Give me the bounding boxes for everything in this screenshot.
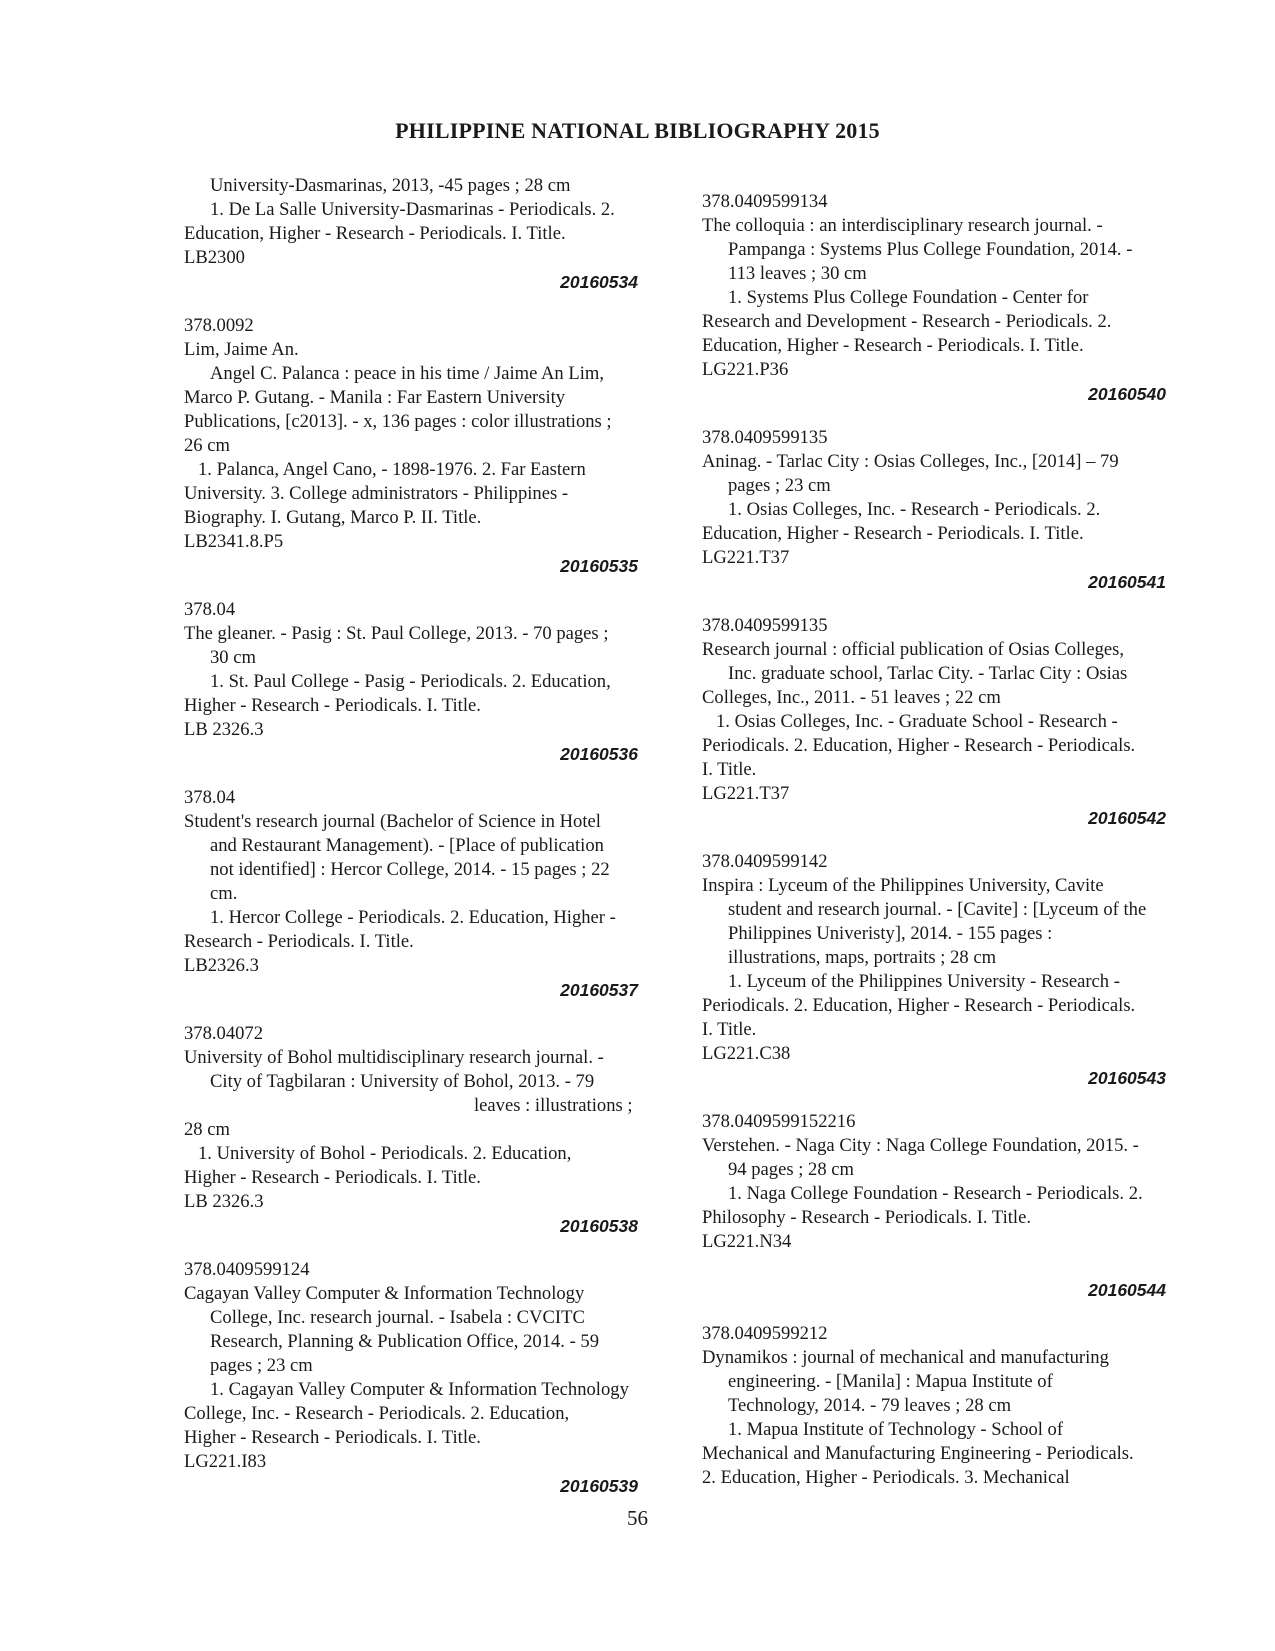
classification-number: 378.0409599135 (702, 615, 828, 636)
entry-subjects: I. Title. (702, 759, 757, 780)
entry-subjects: Philosophy - Research - Periodicals. I. Title. (702, 1207, 1031, 1228)
entry-text: College, Inc. research journal. - Isabela : CVCITC (210, 1307, 585, 1328)
record-number: 20160538 (560, 1216, 638, 1236)
entry-subjects: 1. De La Salle University-Dasmarinas - Periodicals. 2. (210, 199, 615, 220)
entry-subjects: 1. Osias Colleges, Inc. - Research - Periodicals. 2. (728, 499, 1101, 520)
record-number: 20160535 (560, 556, 638, 576)
entry-text: 113 leaves ; 30 cm (728, 263, 867, 284)
entry-text: City of Tagbilaran : University of Bohol, 2013. - 79 (210, 1071, 595, 1092)
entry-subjects: 1. Hercor College - Periodicals. 2. Education, Higher - (210, 907, 616, 928)
entry-text: Technology, 2014. - 79 leaves ; 28 cm (728, 1395, 1012, 1416)
bib-entry-20160534 (184, 174, 664, 294)
entry-subjects: 1. Osias Colleges, Inc. - Graduate School - Research - (716, 711, 1118, 732)
call-number: LB 2326.3 (184, 719, 264, 740)
entry-text: Publications, [c2013]. - x, 136 pages : color illustrations ; (184, 411, 612, 432)
call-number: LG221.T37 (702, 547, 790, 568)
classification-number: 378.04 (184, 787, 236, 808)
entry-subjects: Biography. I. Gutang, Marco P. II. Title. (184, 507, 482, 528)
entry-text: not identified] : Hercor College, 2014. - 15 pages ; 22 (210, 859, 610, 880)
entry-text: pages ; 23 cm (728, 475, 831, 496)
entry-text: 26 cm (184, 435, 230, 456)
record-number: 20160540 (1088, 384, 1166, 404)
record-number: 20160544 (1088, 1280, 1166, 1300)
right-column (702, 174, 1192, 1490)
entry-subjects: Research and Development - Research - Periodicals. 2. (702, 311, 1112, 332)
entry-subjects: University. 3. College administrators - Philippines - (184, 483, 569, 504)
record-number: 20160534 (560, 272, 638, 292)
entry-text: 30 cm (210, 647, 256, 668)
entry-text: University-Dasmarinas, 2013, -45 pages ; 28 cm (210, 175, 571, 196)
classification-number: 378.04072 (184, 1023, 264, 1044)
call-number: LB2300 (184, 247, 245, 268)
call-number: LB2341.8.P5 (184, 531, 284, 552)
record-number: 20160537 (560, 980, 638, 1000)
entry-text: Philippines Univeristy], 2014. - 155 pages : (728, 923, 1053, 944)
entry-subjects: 2. Education, Higher - Periodicals. 3. Mechanical (702, 1467, 1070, 1488)
entry-subjects: Research - Periodicals. I. Title. (184, 931, 414, 952)
classification-number: 378.0092 (184, 315, 254, 336)
call-number: LG221.I83 (184, 1451, 267, 1472)
entry-subjects: Periodicals. 2. Education, Higher - Research - Periodicals. (702, 735, 1136, 756)
classification-number: 378.0409599142 (702, 851, 828, 872)
call-number: LG221.P36 (702, 359, 789, 380)
record-number: 20160542 (1088, 808, 1166, 828)
entry-subjects: Education, Higher - Research - Periodicals. I. Title. (184, 223, 566, 244)
record-number: 20160539 (560, 1476, 638, 1496)
classification-number: 378.04 (184, 599, 236, 620)
entry-subjects: Mechanical and Manufacturing Engineering - Periodicals. (702, 1443, 1134, 1464)
bib-entry-20160537 (184, 786, 664, 1002)
entry-subjects: Education, Higher - Research - Periodicals. I. Title. (702, 335, 1084, 356)
entry-subjects: 1. Palanca, Angel Cano, - 1898-1976. 2. Far Eastern (198, 459, 586, 480)
entry-author: Lim, Jaime An. (184, 339, 299, 360)
call-number: LG221.C38 (702, 1043, 791, 1064)
bib-entry-20160540 (702, 190, 1192, 406)
call-number: LB 2326.3 (184, 1191, 264, 1212)
call-number: LG221.T37 (702, 783, 790, 804)
entry-subjects: 1. Mapua Institute of Technology - School of (728, 1419, 1064, 1440)
bib-entry-20160542 (702, 614, 1192, 830)
entry-text: Inc. graduate school, Tarlac City. - Tarlac City : Osias (728, 663, 1128, 684)
entry-subjects: I. Title. (702, 1019, 757, 1040)
entry-subjects: 1. St. Paul College - Pasig - Periodicals. 2. Education, (210, 671, 611, 692)
entry-subjects: Higher - Research - Periodicals. I. Title. (184, 695, 481, 716)
call-number: LG221.N34 (702, 1231, 792, 1252)
entry-subjects: 1. Systems Plus College Foundation - Center for (728, 287, 1089, 308)
entry-text: illustrations, maps, portraits ; 28 cm (728, 947, 997, 968)
bib-entry-20160535 (184, 314, 664, 578)
entry-text: Pampanga : Systems Plus College Foundation, 2014. - (728, 239, 1133, 260)
bib-entry-20160544 (702, 1110, 1192, 1302)
classification-number: 378.0409599152216 (702, 1111, 856, 1132)
entry-title: Verstehen. - Naga City : Naga College Foundation, 2015. - (702, 1135, 1139, 1156)
entry-title: Student's research journal (Bachelor of Science in Hotel (184, 811, 601, 832)
entry-title: Research journal : official publication of Osias Colleges, (702, 639, 1125, 660)
classification-number: 378.0409599124 (184, 1259, 310, 1280)
entry-text: student and research journal. - [Cavite] : [Lyceum of the (728, 899, 1147, 920)
entry-title: Angel C. Palanca : peace in his time / Jaime An Lim, (210, 363, 604, 384)
entry-text: 28 cm (184, 1119, 230, 1140)
entry-title: Cagayan Valley Computer & Information Technology (184, 1283, 585, 1304)
entry-text: pages ; 23 cm (210, 1355, 313, 1376)
entry-text: Marco P. Gutang. - Manila : Far Eastern University (184, 387, 566, 408)
record-number: 20160536 (560, 744, 638, 764)
entry-title: Inspira : Lyceum of the Philippines University, Cavite (702, 875, 1104, 896)
bib-entry-dynamikos (702, 1322, 1192, 1490)
entry-subjects: College, Inc. - Research - Periodicals. 2. Education, (184, 1403, 570, 1424)
entry-text: cm. (210, 883, 238, 904)
entry-title: The gleaner. - Pasig : St. Paul College, 2013. - 70 pages ; (184, 623, 609, 644)
entry-subjects: 1. University of Bohol - Periodicals. 2. Education, (198, 1143, 572, 1164)
bib-entry-20160538 (184, 1022, 664, 1238)
entry-text: 94 pages ; 28 cm (728, 1159, 854, 1180)
entry-text: and Restaurant Management). - [Place of publication (210, 835, 604, 856)
entry-text: Colleges, Inc., 2011. - 51 leaves ; 22 cm (702, 687, 1001, 708)
classification-number: 378.0409599135 (702, 427, 828, 448)
bib-entry-20160541 (702, 426, 1192, 594)
call-number: LB2326.3 (184, 955, 259, 976)
left-column (184, 174, 664, 1498)
entry-subjects: Higher - Research - Periodicals. I. Title. (184, 1167, 481, 1188)
record-number: 20160541 (1088, 572, 1166, 592)
page-number: 56 (627, 1506, 648, 1530)
entry-subjects: Higher - Research - Periodicals. I. Title. (184, 1427, 481, 1448)
entry-title: Dynamikos : journal of mechanical and manufacturing (702, 1347, 1109, 1368)
entry-subjects: 1. Lyceum of the Philippines University - Research - (728, 971, 1120, 992)
entry-subjects: Periodicals. 2. Education, Higher - Research - Periodicals. (702, 995, 1136, 1016)
entry-subjects: 1. Naga College Foundation - Research - Periodicals. 2. (728, 1183, 1143, 1204)
classification-number: 378.0409599212 (702, 1323, 828, 1344)
entry-text: Research, Planning & Publication Office, 2014. - 59 (210, 1331, 600, 1352)
entry-text: leaves : illustrations ; (474, 1095, 633, 1116)
classification-number: 378.0409599134 (702, 191, 828, 212)
entry-title: Aninag. - Tarlac City : Osias Colleges, Inc., [2014] – 79 (702, 451, 1119, 472)
entry-text: engineering. - [Manila] : Mapua Institute of (728, 1371, 1053, 1392)
entry-title: University of Bohol multidisciplinary research journal. - (184, 1047, 604, 1068)
bib-entry-20160536 (184, 598, 664, 766)
page-title: PHILIPPINE NATIONAL BIBLIOGRAPHY 2015 (395, 118, 880, 143)
bib-entry-20160539 (184, 1258, 664, 1498)
bib-entry-20160543 (702, 850, 1192, 1090)
entry-title: The colloquia : an interdisciplinary research journal. - (702, 215, 1103, 236)
entry-subjects: Education, Higher - Research - Periodicals. I. Title. (702, 523, 1084, 544)
entry-subjects: 1. Cagayan Valley Computer & Information Technology (210, 1379, 629, 1400)
record-number: 20160543 (1088, 1068, 1166, 1088)
